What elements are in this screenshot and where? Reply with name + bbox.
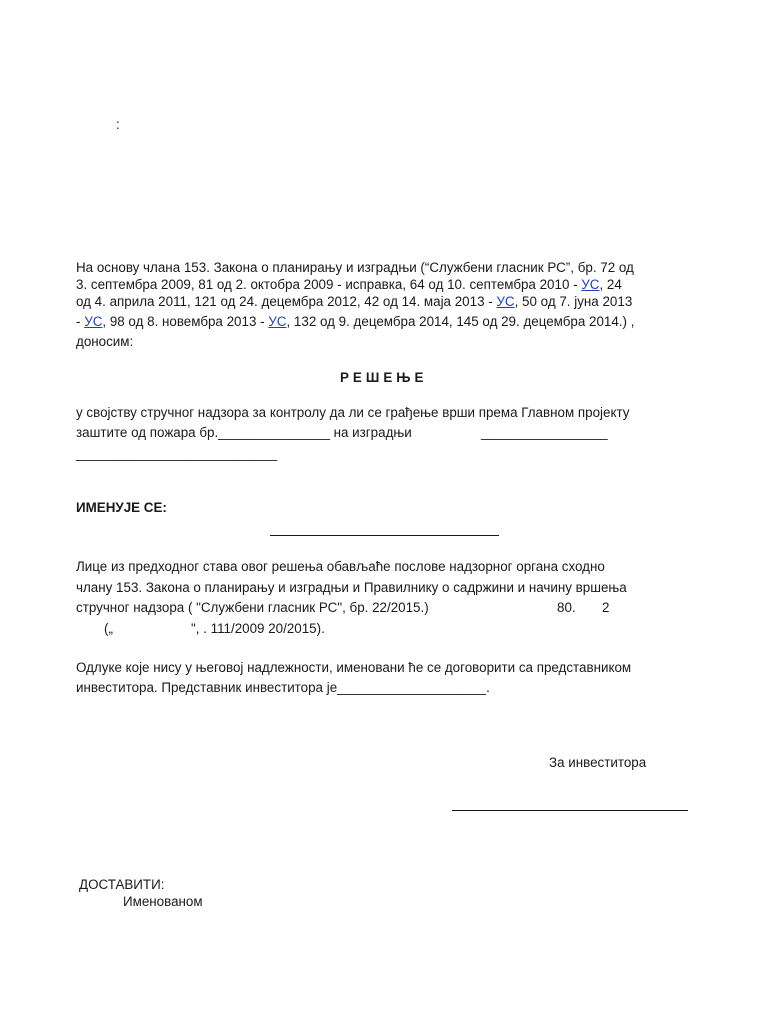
preamble-line-2: 3. септембра 2009, 81 од 2. октобра 2009 - исправка, 64 од 10. септембра 2010 - УС, 24 (76, 277, 622, 292)
us-link[interactable]: УС (496, 294, 515, 309)
delivery-recipient: Именованом (123, 894, 203, 909)
paragraph1-line-2: заштите од пожара бр._______________ на изградњи (76, 425, 412, 440)
paragraph2-line-1: Лице из предходног става овог решења обављаће послове надзорног органа сходно (76, 559, 605, 574)
paragraph1-line-1: у својству стручног надзора за контролу да ли се грађење врши према Главном пројекту (76, 405, 630, 420)
us-link[interactable]: УС (581, 277, 600, 292)
us-link[interactable]: УС (268, 314, 287, 329)
paragraph2-line-4-open: („ (104, 621, 113, 636)
paragraph3-line-2: инвеститора. Представник инвеститора је____________________. (76, 680, 490, 695)
construction-blank: _________________ (481, 425, 608, 440)
paragraph3-line-1: Одлуке које нису у његовој надлежности, именовани ће се договорити са представником (76, 660, 632, 675)
preamble-line-4: - УС, 98 од 8. новембра 2013 - УС, 132 од 9. децембра 2014, 145 од 29. децембра 2014.) , (76, 314, 635, 329)
us-link[interactable]: УС (84, 314, 103, 329)
investor-signature-label: За инвеститора (549, 755, 647, 770)
preamble-line-1: На основу члана 153. Закона о планирању и изградњи (“Службени гласник РС”, бр. 72 од (76, 260, 634, 275)
delivery-label: ДОСТАВИТИ: (79, 877, 165, 892)
paragraph2-line-2: члану 153. Закона о планирању и изградњи и Правилнику о садржини и начину вршења (76, 580, 627, 595)
preamble-line-5: доносим: (76, 334, 134, 349)
paragraph1-line-3: ___________________________ (76, 446, 278, 461)
appoints-label: ИМЕНУЈЕ СЕ: (76, 500, 167, 515)
preamble-line-3: од 4. априла 2011, 121 од 24. децембра 2012, 42 од 14. маја 2013 - УС, 50 од 7. јуна 2013 (76, 294, 633, 309)
top-colon: : (116, 117, 120, 132)
appointee-name-line (270, 535, 499, 536)
paragraph2-line-4-rest: ", . 111/2009 20/2015). (191, 621, 325, 636)
paragraph-number: 2 (602, 600, 610, 615)
investor-signature-line (452, 810, 688, 811)
article-number: 80. (557, 600, 576, 615)
paragraph2-line-3: стручног надзора ( "Службени гласник РС", бр. 22/2015.) (76, 600, 429, 615)
decision-title: РЕШЕЊЕ (340, 370, 428, 385)
